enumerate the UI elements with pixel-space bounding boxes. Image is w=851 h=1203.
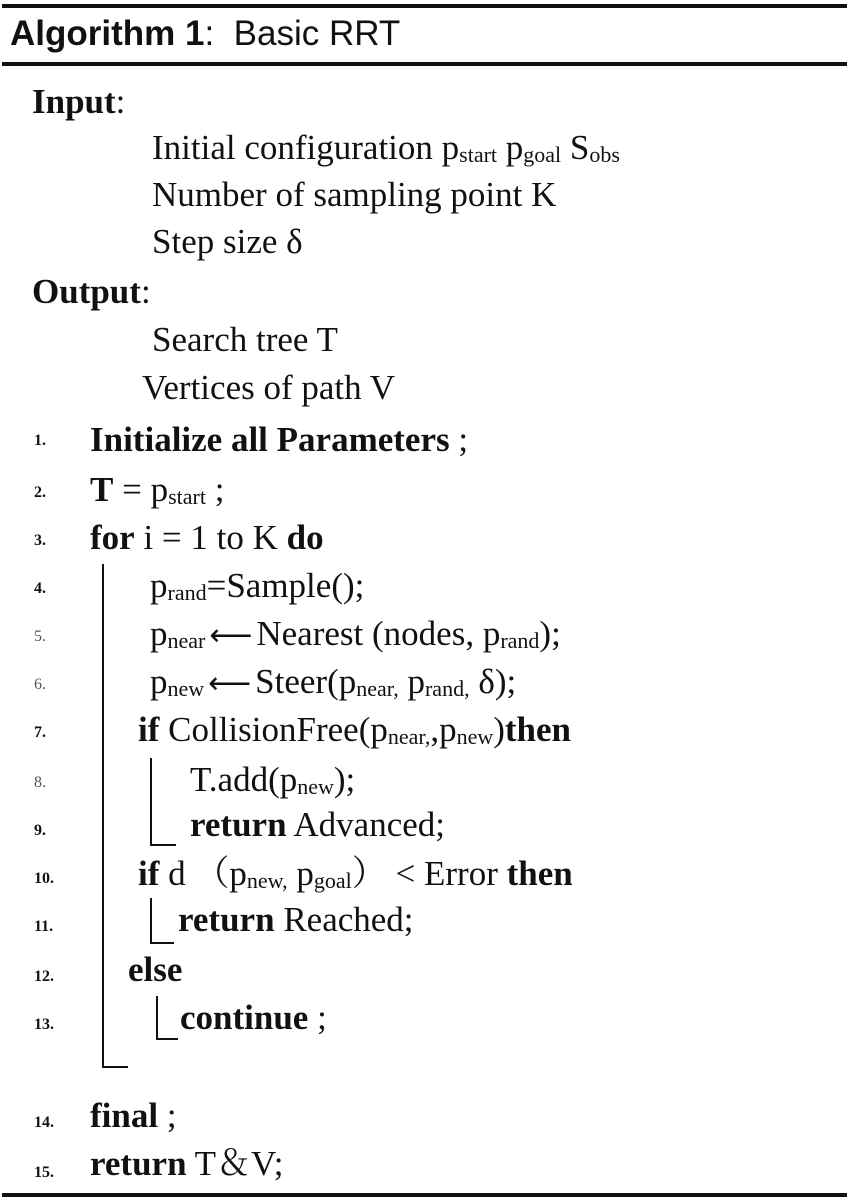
left-arrow-icon: ⟵ xyxy=(209,618,253,653)
step-text: p xyxy=(150,662,168,701)
input-separator: : xyxy=(115,82,126,121)
keyword: return xyxy=(190,805,287,844)
left-arrow-icon: ⟵ xyxy=(208,666,252,701)
bottom-rule xyxy=(2,1193,847,1197)
keyword: else xyxy=(128,950,183,989)
input-item-step-size: Step size δ xyxy=(152,222,303,261)
algorithm-title-number: Algorithm 1 xyxy=(10,14,205,53)
input-item-text: p xyxy=(497,128,524,167)
step-text: ; xyxy=(206,470,225,509)
step-text: CollisionFree(p xyxy=(159,710,388,749)
output-heading xyxy=(32,270,151,314)
keyword: if xyxy=(138,854,160,893)
subscript: start xyxy=(168,484,206,510)
step-number: 6. xyxy=(34,676,46,693)
step-text: d （p xyxy=(159,854,247,893)
algorithm-title-separator: : xyxy=(204,14,215,53)
step-text: ; xyxy=(449,420,469,459)
step-text: p xyxy=(150,614,168,653)
step-11-return-reached xyxy=(178,898,414,942)
else-bracket xyxy=(156,996,158,1040)
step-number: 4. xyxy=(34,580,46,597)
step-4-sample xyxy=(150,564,364,608)
step-text: p xyxy=(398,662,425,701)
step-14-final xyxy=(90,1094,177,1138)
keyword: then xyxy=(506,854,573,893)
step-text: T＆V; xyxy=(186,1144,284,1183)
subscript: near xyxy=(167,628,206,654)
subscript: goal xyxy=(313,868,352,894)
subscript: goal xyxy=(523,142,562,168)
step-text: ） < Error xyxy=(351,854,507,893)
step-text: =Sample(); xyxy=(206,566,365,605)
algorithm-title-name: Basic RRT xyxy=(233,14,401,53)
output-item-search-tree: Search tree T xyxy=(152,320,338,359)
if-goal-bracket xyxy=(150,898,152,944)
subscript: start xyxy=(459,142,498,168)
keyword: return xyxy=(178,900,275,939)
step-number: 12. xyxy=(34,968,54,985)
keyword: T xyxy=(90,470,114,509)
step-text: Steer(p xyxy=(255,662,357,701)
output-separator: : xyxy=(140,272,151,311)
step-text: ; xyxy=(308,998,327,1037)
keyword: final xyxy=(90,1096,159,1135)
keyword: return xyxy=(90,1144,187,1183)
step-text: T.add(p xyxy=(190,760,298,799)
step-text: Advanced; xyxy=(286,805,445,844)
step-13-continue xyxy=(180,996,327,1040)
step-text: = p xyxy=(113,470,169,509)
step-number: 14. xyxy=(34,1114,54,1131)
step-text: ,p xyxy=(430,710,457,749)
keyword: then xyxy=(504,710,572,749)
for-loop-bracket xyxy=(102,564,104,1068)
if-collision-bracket xyxy=(150,758,152,846)
subscript: new xyxy=(167,676,205,702)
top-rule xyxy=(2,4,847,8)
step-8-tree-add xyxy=(190,758,355,802)
subscript: rand, xyxy=(424,676,470,702)
step-number: 10. xyxy=(34,870,54,887)
step-text: ); xyxy=(333,760,356,799)
step-number: 8. xyxy=(34,774,46,791)
keyword: if xyxy=(138,710,160,749)
step-text: ); xyxy=(539,614,561,653)
subscript: obs xyxy=(589,142,620,168)
step-15-return-result xyxy=(90,1142,283,1186)
step-text: i = 1 to K xyxy=(134,518,287,557)
else-bracket-foot xyxy=(156,1038,178,1040)
keyword: continue xyxy=(180,998,309,1037)
step-number: 1. xyxy=(34,432,46,449)
input-label: Input xyxy=(32,82,116,121)
subscript: rand xyxy=(167,580,207,606)
step-text: p xyxy=(287,854,314,893)
step-number: 2. xyxy=(34,484,46,501)
subscript: new xyxy=(456,724,494,750)
subscript: new, xyxy=(246,868,288,894)
keyword: Initialize all Parameters xyxy=(90,420,450,459)
subscript: near, xyxy=(387,724,431,750)
step-6-steer xyxy=(150,660,516,706)
step-9-return-advanced xyxy=(190,803,445,847)
step-12-else xyxy=(128,948,182,992)
step-text: ; xyxy=(158,1096,177,1135)
step-text: δ); xyxy=(469,662,517,701)
output-label: Output xyxy=(32,272,141,311)
for-loop-bracket-foot xyxy=(102,1066,128,1068)
step-text: Nearest (nodes, p xyxy=(256,614,501,653)
input-item-text: Initial configuration p xyxy=(152,128,460,167)
step-number: 9. xyxy=(34,822,46,839)
step-text: Reached; xyxy=(274,900,414,939)
step-number: 11. xyxy=(34,918,54,935)
step-number: 13. xyxy=(34,1016,54,1033)
algorithm-title xyxy=(10,12,400,56)
keyword: do xyxy=(286,518,324,557)
input-heading xyxy=(32,80,125,124)
if-goal-bracket-foot xyxy=(150,942,174,944)
step-10-goal-check xyxy=(138,852,573,896)
step-number: 15. xyxy=(34,1164,54,1181)
step-text: ) xyxy=(493,710,505,749)
step-2-tree-init xyxy=(90,468,224,512)
input-item-sampling-points: Number of sampling point K xyxy=(152,175,557,214)
step-3-for-loop xyxy=(90,516,324,560)
subscript: new xyxy=(297,774,334,800)
step-5-nearest xyxy=(150,612,561,658)
step-number: 7. xyxy=(34,724,46,741)
input-item-text: S xyxy=(561,128,590,167)
output-item-path-vertices: Vertices of path V xyxy=(142,368,396,407)
input-item-initial-configuration xyxy=(152,126,620,170)
step-7-collision-check xyxy=(138,708,571,752)
step-number: 3. xyxy=(34,532,46,549)
subscript: near, xyxy=(356,676,399,702)
subscript: rand xyxy=(500,628,540,654)
step-1-initialize xyxy=(90,418,468,462)
step-number: 5. xyxy=(34,628,46,645)
title-rule xyxy=(2,62,847,66)
keyword: for xyxy=(90,518,135,557)
if-collision-bracket-foot xyxy=(150,844,176,846)
step-text: p xyxy=(150,566,168,605)
